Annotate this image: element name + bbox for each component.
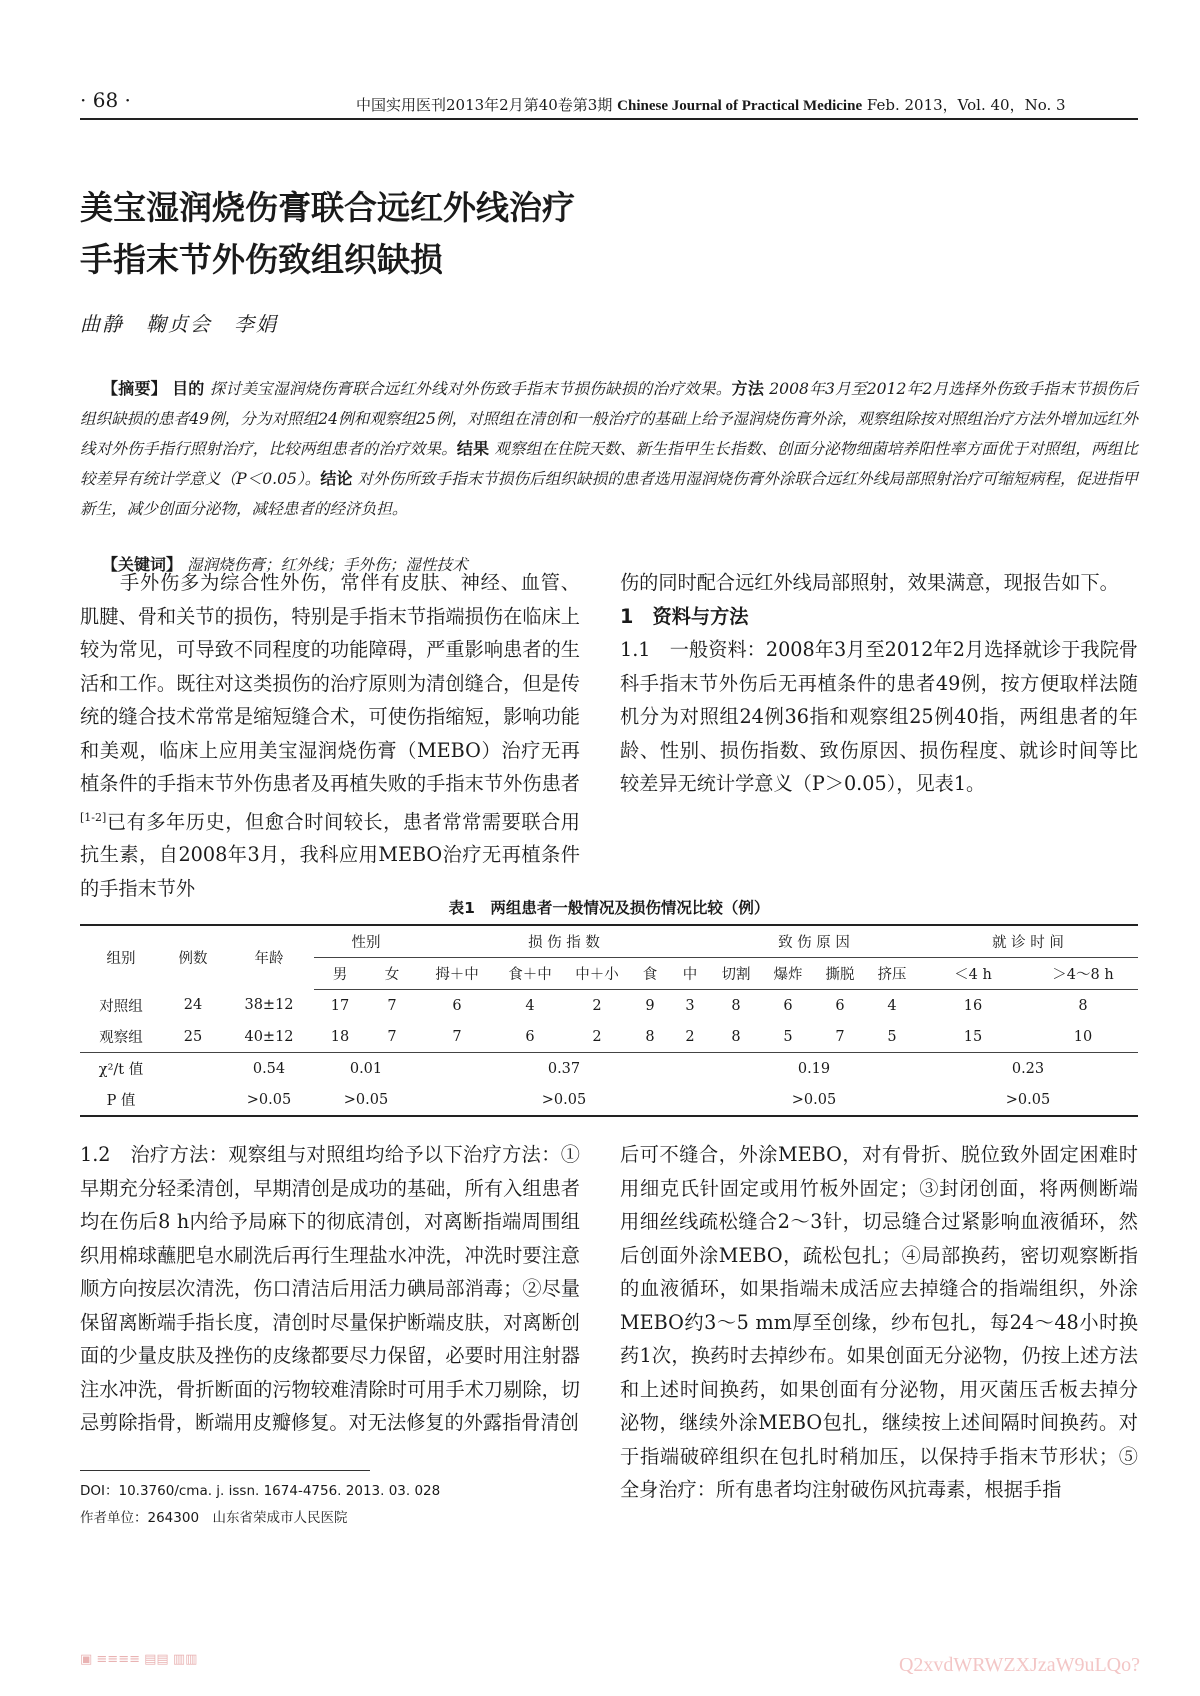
footnote-rule — [80, 1470, 370, 1471]
cell: >0.05 — [314, 1084, 418, 1116]
th-sub: 挤压 — [866, 958, 918, 990]
cell: >0.05 — [710, 1084, 918, 1116]
section-heading: 1 资料与方法 — [620, 604, 749, 628]
intro-paragraph-cont: 伤的同时配合远红外线局部照射，效果满意，现报告如下。 — [620, 571, 1119, 594]
article-title — [80, 182, 575, 286]
methods-column-left — [80, 1138, 580, 1440]
intro-text-cont: 已有多年历史，但愈合时间较长，患者常常需要联合用抗生素，自2008年3月，我科应用MEBO治疗无再植条件的手指末节外 — [80, 809, 580, 900]
th-sub: 中 — [670, 958, 710, 990]
th-sub: 切割 — [710, 958, 762, 990]
page-number: · 68 · — [80, 88, 131, 112]
th-sub: 男 — [314, 958, 366, 990]
cell: 18 — [330, 1028, 350, 1045]
keywords-label: 【关键词】 — [102, 555, 183, 574]
cell: P 值 — [80, 1084, 162, 1116]
cell: 10 — [1073, 1028, 1093, 1045]
cell: 3 — [685, 997, 695, 1014]
th-sub: ＞4～8 h — [1028, 958, 1138, 990]
cell: 观察组 — [99, 1030, 143, 1046]
cell: 7 — [452, 1028, 462, 1045]
th-age: 年龄 — [224, 925, 314, 990]
author-affiliation: 作者单位：264300 山东省荣成市人民医院 — [80, 1510, 348, 1526]
cell: 17 — [330, 997, 350, 1014]
cell: 6 — [452, 997, 462, 1014]
cell: 0.54 — [224, 1053, 314, 1085]
cell: 4 — [887, 997, 897, 1014]
cell: 40±12 — [244, 1028, 294, 1045]
th-sub: 食 — [630, 958, 670, 990]
cell: >0.05 — [224, 1084, 314, 1116]
cell: χ²/t 值 — [80, 1053, 162, 1085]
th-injury-index: 损 伤 指 数 — [418, 925, 710, 958]
journal-issue-en: Feb. 2013，Vol. 40，No. 3 — [866, 96, 1066, 114]
cell: 24 — [183, 997, 203, 1014]
table-row-statistic — [80, 1053, 1138, 1085]
th-injury-cause: 致 伤 原 因 — [710, 925, 918, 958]
cell: 7 — [387, 997, 397, 1014]
table-row-p-value — [80, 1084, 1138, 1116]
abstract-label: 【摘要】 — [102, 379, 167, 398]
footnote — [80, 1478, 440, 1532]
results-text: 观察组在住院天数、新生指甲生长指数、创面分泌物细菌培养阳性率方面优于对照组，两组比较差异有统计学意义（P＜0.05）。 — [80, 440, 1139, 488]
section-1-1: 1.1 一般资料：2008年3月至2012年2月选择就诊于我院骨科手指末节外伤后无再植条件的患者49例，按方便取样法随机分为对照组24例36指和观察组25例40指，两组患者的年龄、性别、损伤指数、致伤原因、损伤程度、就诊时间等比较差异无统计学意义（P＞0.05），见表1。 — [620, 638, 1138, 795]
cell: 6 — [525, 1028, 535, 1045]
title-line-2: 手指末节外伤致组织缺损 — [80, 240, 443, 279]
th-sub: 食＋中 — [496, 958, 564, 990]
journal-name-cn: 中国实用医刊2013年2月第40卷第3期 — [356, 96, 613, 114]
cell: 2 — [592, 997, 602, 1014]
intro-paragraph — [80, 566, 580, 905]
cell: 4 — [525, 997, 535, 1014]
th-visit-time: 就 诊 时 间 — [918, 925, 1138, 958]
running-header — [356, 94, 1138, 115]
cell: 38±12 — [244, 997, 294, 1014]
doi: DOI：10.3760/cma. j. issn. 1674-4756. 2013. 03. 028 — [80, 1483, 441, 1499]
cell: 16 — [963, 997, 983, 1014]
cell: 0.37 — [418, 1053, 710, 1085]
cell: 25 — [183, 1028, 203, 1045]
results-label: 结果 — [456, 439, 490, 458]
methods-text: 2008年3月至2012年2月选择外伤致手指末节损伤后组织缺损的患者49例，分为对照组24例和观察组25例，对照组在清创和一般治疗的基础上给予湿润烧伤膏外涂，观察组除按对照组治疗方法外增加远红外线对外伤手指行照射治疗，比较两组患者的治疗效果。 — [80, 380, 1138, 458]
cell: 7 — [835, 1028, 845, 1045]
cell: 5 — [783, 1028, 793, 1045]
th-sub: 女 — [366, 958, 418, 990]
cell: >0.05 — [918, 1084, 1138, 1116]
objective-label: 目的 — [172, 379, 205, 398]
methods-label: 方法 — [731, 379, 765, 398]
cell: 8 — [645, 1028, 655, 1045]
table-1 — [80, 924, 1138, 1117]
conclusion-label: 结论 — [320, 469, 353, 488]
cell: 0.19 — [710, 1053, 918, 1085]
cell: 6 — [783, 997, 793, 1014]
cell: 0.01 — [314, 1053, 418, 1085]
table-row-control — [80, 990, 1138, 1022]
table-row-observation — [80, 1021, 1138, 1053]
th-sub: 拇＋中 — [418, 958, 496, 990]
publisher-logo: ▣ ≡≡≡≡ ▤▤ ▥▥ — [80, 1652, 198, 1667]
cell: 15 — [963, 1028, 983, 1045]
cell: 2 — [685, 1028, 695, 1045]
section-1-2: 1.2 治疗方法：观察组与对照组均给予以下治疗方法：①早期充分轻柔清创，早期清创是成功的基础，所有入组患者均在伤后8 h内给予局麻下的彻底清创，对离断指端周围组织用棉球蘸肥皂水刷洗后再行生理盐水冲洗，冲洗时要注意顺方向按层次清洗，伤口清洁后用活力碘局部消毒；②尽量保留离断端手指长度，清创时尽量保护断端皮肤，对离断创面的少量皮肤及挫伤的皮缘都要尽力保留，必要时用注射器注水冲洗，骨折断面的污物较难清除时可用手术刀剔除，切忌剪除指骨，断端用皮瓣修复。对无法修复的外露指骨清创 — [80, 1143, 580, 1434]
cell: 0.23 — [918, 1053, 1138, 1085]
cell: 6 — [835, 997, 845, 1014]
intro-column-right — [620, 566, 1138, 801]
abstract — [80, 374, 1138, 524]
methods-column-right — [620, 1138, 1138, 1507]
cell: 9 — [645, 997, 655, 1014]
cell: 2 — [592, 1028, 602, 1045]
intro-text: 手外伤多为综合性外伤，常伴有皮肤、神经、血管、肌腱、骨和关节的损伤，特别是手指末节指端损伤在临床上较为常见，可导致不同程度的功能障碍，严重影响患者的生活和工作。既往对这类损伤的治疗原则为清创缝合，但是传统的缝合技术常常是缩短缝合术，可使伤指缩短，影响功能和美观，临床上应用美宝湿润烧伤膏（MEBO）治疗无再植条件的手指末节外伤患者及再植失败的手指末节外伤患者 — [80, 571, 580, 795]
th-sub: 撕脱 — [814, 958, 866, 990]
title-line-1: 美宝湿润烧伤膏联合远红外线治疗 — [80, 188, 575, 227]
keywords-text: 湿润烧伤膏；红外线；手外伤；湿性技术 — [186, 556, 468, 574]
watermark: Q2xvdWRWZXJzaW9uLQo? — [898, 1654, 1140, 1676]
th-sub: 中＋小 — [564, 958, 630, 990]
th-sub: 爆炸 — [762, 958, 814, 990]
th-group: 组别 — [80, 925, 162, 990]
conclusion-text: 对外伤所致手指末节损伤后组织缺损的患者选用湿润烧伤膏外涂联合远红外线局部照射治疗可缩短病程，促进指甲新生，减少创面分泌物，减轻患者的经济负担。 — [80, 470, 1138, 518]
journal-name-en: Chinese Journal of Practical Medicine — [617, 98, 863, 114]
cell: 8 — [1078, 997, 1088, 1014]
cell: 8 — [731, 997, 741, 1014]
citation: [1-2] — [80, 810, 107, 824]
cell: 对照组 — [99, 998, 143, 1015]
section-1-2-cont: 后可不缝合，外涂MEBO，对有骨折、脱位致外固定困难时用细克氏针固定或用竹板外固定；③封闭创面，将两侧断端用细丝线疏松缝合2～3针，切忌缝合过紧影响血液循环，然后创面外涂MEBO，疏松包扎；④局部换药，密切观察断指的血液循环，如果指端未成活应去掉缝合的指端组织，外涂MEBO约3～5 mm厚至创缘，纱布包扎，每24～48小时换药1次，换药时去掉纱布。如果创面无分泌物，仍按上述方法和上述时间换药，如果创面有分泌物，用灭菌压舌板去掉分泌物，继续外涂MEBO包扎，继续按上述间隔时间换药。对于指端破碎组织在包扎时稍加压，以保持手指末节形状；⑤全身治疗：所有患者均注射破伤风抗毒素，根据手指 — [620, 1143, 1138, 1501]
th-cases: 例数 — [162, 925, 224, 990]
cell: 7 — [387, 1028, 397, 1045]
th-sex: 性别 — [314, 925, 418, 958]
cell: 8 — [731, 1028, 741, 1045]
th-sub: ＜4 h — [918, 958, 1028, 990]
objective-text: 探讨美宝湿润烧伤膏联合远红外线对外伤致手指末节损伤缺损的治疗效果。 — [209, 380, 732, 398]
intro-column-left — [80, 566, 580, 905]
header-rule — [80, 118, 1138, 120]
table-caption: 表1 两组患者一般情况及损伤情况比较（例） — [448, 899, 770, 917]
authors: 曲静 鞠贞会 李娟 — [80, 312, 278, 336]
cell: >0.05 — [418, 1084, 710, 1116]
cell: 5 — [887, 1028, 897, 1045]
